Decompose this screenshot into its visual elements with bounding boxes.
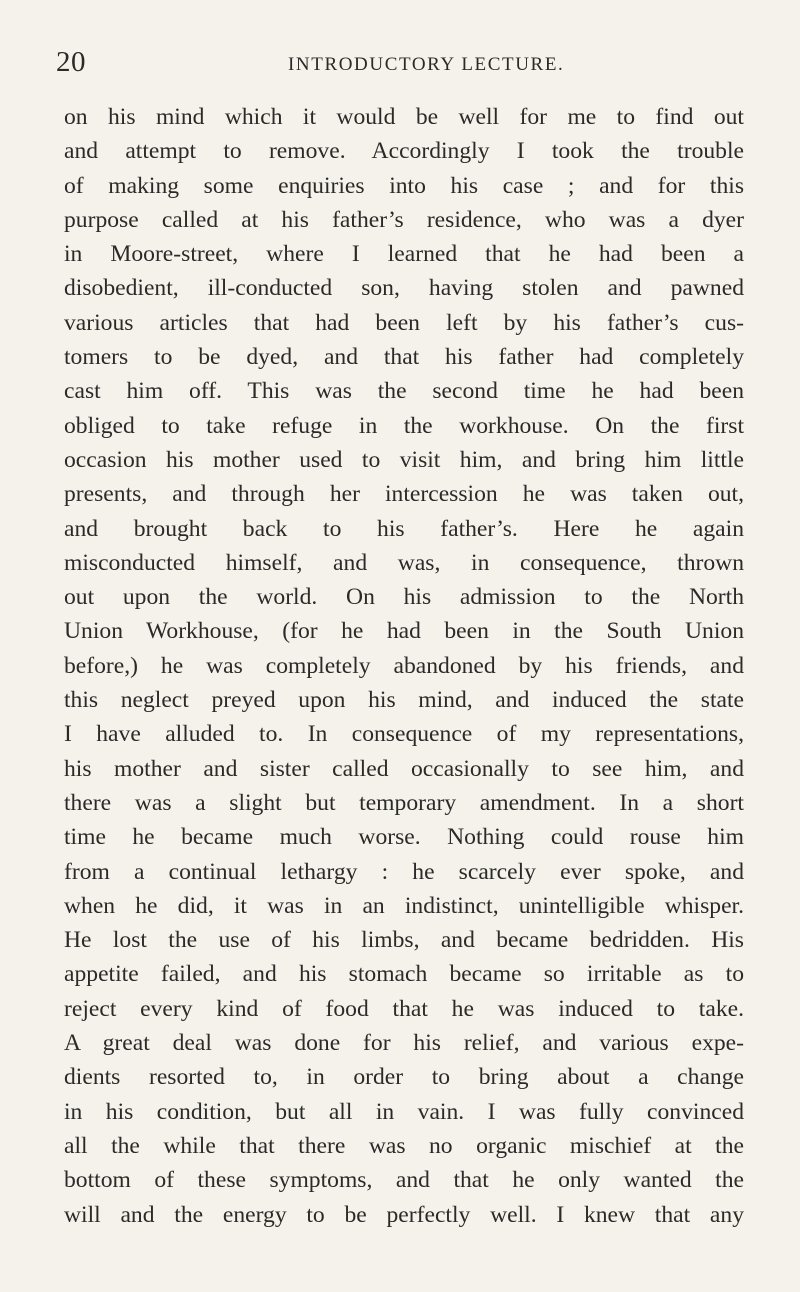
text-line: reject every kind of food that he was induced to take. <box>64 995 744 1022</box>
text-line: bottom of these symptoms, and that he only wanted the <box>64 1167 744 1194</box>
text-line: obliged to take refuge in the workhouse. On the first <box>64 412 744 439</box>
text-line: from a continual lethargy : he scarcely ever spoke, and <box>64 858 744 885</box>
running-title: INTRODUCTORY LECTURE. <box>288 54 565 75</box>
text-line: of making some enquiries into his case ; and for this <box>64 172 744 199</box>
text-line: occasion his mother used to visit him, and bring him little <box>64 446 744 473</box>
text-line: this neglect preyed upon his mind, and induced the state <box>64 687 744 714</box>
text-line: in his condition, but all in vain. I was fully convinced <box>64 1098 744 1125</box>
text-line: cast him off. This was the second time he had been <box>64 378 744 405</box>
running-head <box>56 46 728 82</box>
text-line: presents, and through her intercession he was taken out, <box>64 481 744 508</box>
page-number: 20 <box>56 46 86 78</box>
text-line: there was a slight but temporary amendment. In a short <box>64 789 744 816</box>
text-line: out upon the world. On his admission to the North <box>64 584 744 611</box>
text-line: disobedient, ill-conducted son, having stolen and pawned <box>64 275 744 302</box>
text-line: appetite failed, and his stomach became so irritable as to <box>64 961 744 988</box>
text-line: dients resorted to, in order to bring about a change <box>64 1064 744 1091</box>
text-line: before,) he was completely abandoned by his friends, and <box>64 652 744 679</box>
text-line: Union Workhouse, (for he had been in the South Union <box>64 618 744 645</box>
text-line: purpose called at his father’s residence, who was a dyer <box>64 206 744 233</box>
text-line: all the while that there was no organic mischief at the <box>64 1132 744 1159</box>
text-line: He lost the use of his limbs, and became bedridden. His <box>64 927 744 954</box>
text-line: on his mind which it would be well for me to find out <box>64 104 744 130</box>
body-text <box>64 100 744 1232</box>
text-line: various articles that had been left by his father’s cus- <box>64 309 744 336</box>
text-line: I have alluded to. In consequence of my representations, <box>64 721 744 748</box>
text-line: his mother and sister called occasionally to see him, and <box>64 755 744 782</box>
text-line: when he did, it was in an indistinct, unintelligible whisper. <box>64 892 744 919</box>
text-line: A great deal was done for his relief, and various expe- <box>64 1030 744 1057</box>
text-line: in Moore-street, where I learned that he had been a <box>64 241 744 268</box>
text-line: will and the energy to be perfectly well. I knew that any <box>64 1201 744 1228</box>
text-line: misconducted himself, and was, in consequence, thrown <box>64 549 744 576</box>
text-line: and brought back to his father’s. Here he again <box>64 515 744 542</box>
text-line: time he became much worse. Nothing could rouse him <box>64 824 744 851</box>
text-line: and attempt to remove. Accordingly I took the trouble <box>64 138 744 165</box>
text-line: tomers to be dyed, and that his father had completely <box>64 344 744 371</box>
